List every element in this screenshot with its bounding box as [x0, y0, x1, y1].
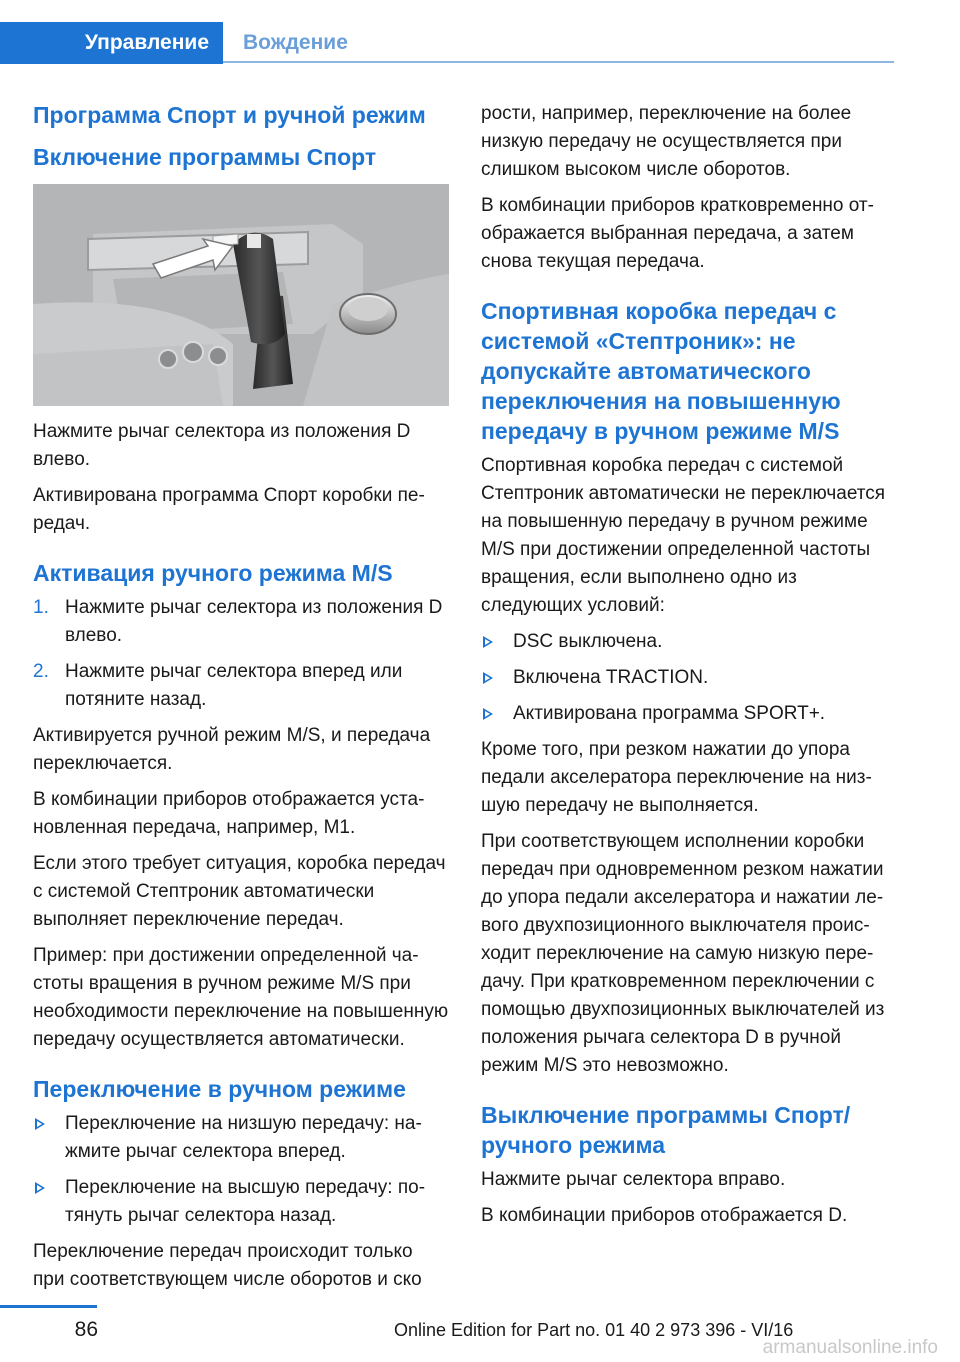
paragraph: Пример: при достижении определенной частоты вращения в ручном режиме M/S при необходимости переключение на повышенную передачу осуществляется автоматически. — [33, 945, 449, 1050]
paragraph: В комбинации приборов отображается установленная передача, например, M1. — [33, 789, 425, 838]
watermark: armanualsonline.info — [762, 1337, 938, 1358]
list-item — [481, 628, 897, 656]
tab-upravlenie[interactable]: Управление — [0, 22, 223, 64]
paragraph: Если этого требует ситуация, коробка передач с системой Стептроник автоматически выполняет переключение передач. — [33, 853, 446, 930]
paragraph: Активирована программа Спорт коробки передач. — [33, 485, 425, 534]
tab-vozhdenie[interactable]: Вождение — [243, 31, 348, 54]
footer-rule — [0, 1305, 97, 1308]
bullet-list — [33, 1110, 449, 1230]
list-item — [33, 1174, 449, 1230]
section-heading-sport: Включение программы Спорт — [33, 144, 377, 170]
list-item — [481, 700, 897, 728]
paragraph: рости, например, переключение на более низкую передачу не осуществляется при слишком высоком числе оборотов. — [481, 103, 852, 180]
bullet-text: DSC выключена. — [513, 631, 663, 652]
steps-list — [33, 594, 449, 714]
step-text: Нажмите рычаг селектора из положения D влево. — [65, 597, 443, 646]
selector-lever-illustration — [33, 184, 449, 406]
paragraph: Переключение передач происходит только при соответствующем числе оборотов и ско — [33, 1241, 422, 1290]
bullet-text: Включена TRACTION. — [513, 667, 709, 688]
bullet-list — [481, 628, 897, 728]
header-rule — [223, 61, 894, 63]
triangle-bullet-icon — [483, 708, 493, 720]
paragraph: Нажмите рычаг селектора из положения D влево. — [33, 421, 411, 470]
paragraph: В комбинации приборов отображается D. — [481, 1205, 848, 1226]
paragraph: Кроме того, при резком нажатии до упора педали акселератора переключение на низшую передачу не выполняется. — [481, 739, 872, 816]
triangle-bullet-icon — [35, 1182, 45, 1194]
triangle-bullet-icon — [483, 672, 493, 684]
header-bar — [0, 0, 960, 64]
section-heading-manual-activation: Активация ручного режима M/S — [33, 560, 393, 586]
list-item — [33, 1110, 449, 1166]
paragraph: Активируется ручной режим M/S, и передача переключается. — [33, 725, 431, 774]
list-item — [481, 664, 897, 692]
list-item — [33, 594, 449, 650]
bullet-text: Переключение на низшую передачу: нажмите рычаг селектора вперед. — [65, 1113, 422, 1162]
gear-selector-image — [33, 184, 449, 406]
section-heading-sport-gearbox: Спортивная коробка передач с системой «Стептроник»: не допускайте автоматического переключения на повышенную передачу в ручном режиме M/S — [481, 298, 841, 444]
section-heading-disable-sport: Выключение программы Спорт/ручного режима — [481, 1102, 851, 1158]
right-column — [481, 100, 897, 1238]
paragraph: При соответствующем исполнении коробки передач при одновременном резком нажатии до упора педали акселератора и нажатии левого двухпозиционного выключателя происходит переключение на самую низкую передачу. При кратковременном переключении с помощью двухпозиционных выключателей из положения рычага селектора D в ручной режим M/S это невозможно. — [481, 831, 885, 1076]
left-column — [33, 100, 449, 1302]
edition-text: Online Edition for Part no. 01 40 2 973 396 - VI/16 — [394, 1320, 794, 1340]
list-item — [33, 658, 449, 714]
triangle-bullet-icon — [483, 636, 493, 648]
triangle-bullet-icon — [35, 1118, 45, 1130]
section-heading-manual-shifting: Переключение в ручном режиме — [33, 1076, 406, 1102]
step-text: Нажмите рычаг селектора вперед или потяните назад. — [65, 661, 403, 710]
page-title: Программа Спорт и ручной режим — [33, 102, 426, 128]
paragraph: В комбинации приборов кратковременно отображается выбранная передача, а затем снова текущая передача. — [481, 195, 874, 272]
paragraph: Спортивная коробка передач с системой Стептроник автоматически не переключается на повышенную передачу в ручном режиме M/S при достижении определенной частоты вращения, если выполнено одно из следующих условий: — [481, 455, 886, 616]
page-number: 86 — [74, 1318, 98, 1341]
step-number: 1. — [33, 597, 49, 618]
step-number: 2. — [33, 661, 49, 682]
paragraph: Нажмите рычаг селектора вправо. — [481, 1169, 786, 1190]
bullet-text: Активирована программа SPORT+. — [513, 703, 826, 724]
bullet-text: Переключение на высшую передачу: потянуть рычаг селектора назад. — [65, 1177, 426, 1226]
